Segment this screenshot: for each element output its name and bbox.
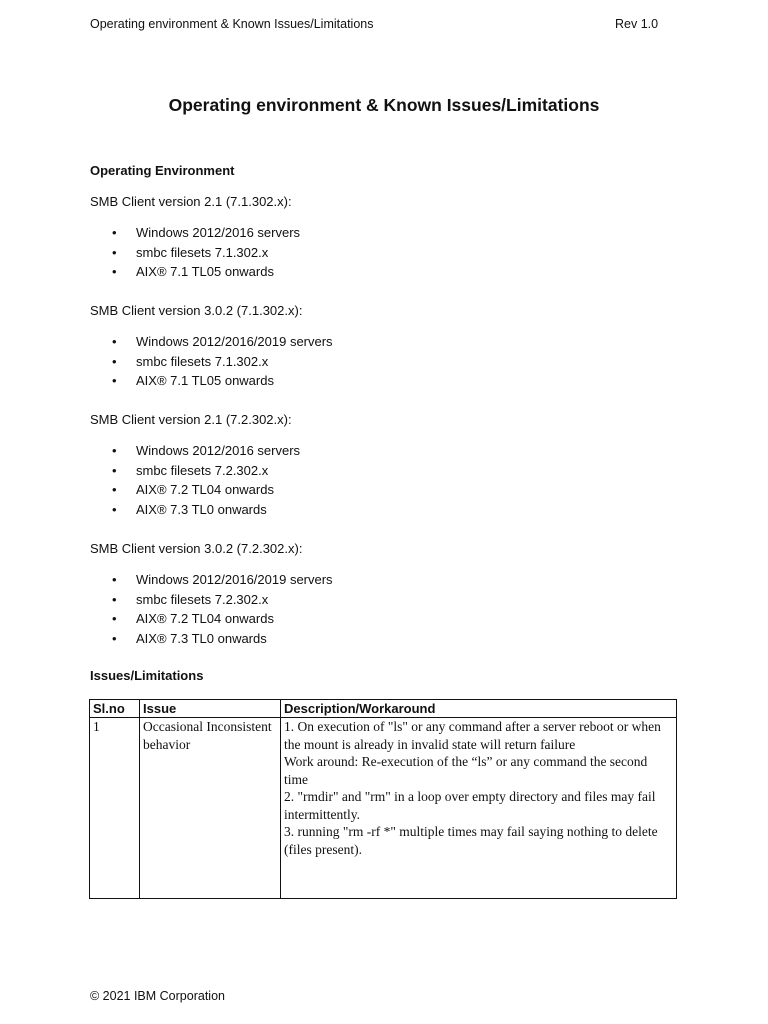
bullet-icon: • bbox=[112, 225, 117, 240]
document-title: Operating environment & Known Issues/Limitations bbox=[168, 95, 600, 115]
issues-limitations-heading: Issues/Limitations bbox=[90, 668, 204, 683]
bullet-icon: • bbox=[112, 630, 117, 646]
list-item bbox=[0, 500, 300, 520]
page-header-title: Operating environment & Known Issues/Limitations bbox=[90, 17, 374, 31]
list-item-text: Windows 2012/2016/2019 servers bbox=[136, 334, 333, 349]
list-item bbox=[0, 609, 333, 629]
list-item-text: smbc filesets 7.1.302.x bbox=[136, 244, 269, 260]
list-item bbox=[0, 461, 300, 481]
list-item bbox=[0, 223, 300, 243]
bullet-icon: • bbox=[112, 482, 117, 498]
issues-table bbox=[89, 699, 677, 899]
description-line: 2. "rmdir" and "rm" in a loop over empty directory and files may fail intermittently. bbox=[284, 789, 656, 822]
list-item-text: AIX® 7.1 TL05 onwards bbox=[136, 373, 274, 389]
column-header-slno: Sl.no bbox=[90, 700, 140, 718]
list-item bbox=[0, 590, 333, 610]
table-row bbox=[90, 718, 677, 899]
list-item-text: smbc filesets 7.1.302.x bbox=[136, 353, 269, 369]
table-header-row bbox=[90, 700, 677, 718]
list-item bbox=[0, 570, 333, 590]
description-line: 1. On execution of "ls" or any command after a server reboot or when the mount is already in invalid state will return failure bbox=[284, 719, 661, 752]
requirements-list bbox=[0, 332, 333, 391]
list-item-text: AIX® 7.3 TL0 onwards bbox=[136, 501, 267, 517]
list-item-text: AIX® 7.3 TL0 onwards bbox=[136, 630, 267, 646]
list-item bbox=[0, 243, 300, 263]
version-label: SMB Client version 2.1 (7.2.302.x): bbox=[90, 412, 292, 427]
version-label: SMB Client version 3.0.2 (7.1.302.x): bbox=[90, 303, 303, 318]
list-item-text: AIX® 7.1 TL05 onwards bbox=[136, 264, 274, 280]
bullet-icon: • bbox=[112, 462, 117, 478]
list-item bbox=[0, 352, 333, 372]
cell-slno: 1 bbox=[90, 718, 140, 899]
description-line: Work around: Re-execution of the “ls” or any command the second time bbox=[284, 754, 648, 787]
list-item bbox=[0, 441, 300, 461]
list-item bbox=[0, 629, 333, 649]
list-item bbox=[0, 480, 300, 500]
list-item-text: AIX® 7.2 TL04 onwards bbox=[136, 482, 274, 498]
bullet-icon: • bbox=[112, 572, 117, 587]
list-item-text: smbc filesets 7.2.302.x bbox=[136, 462, 269, 478]
bullet-icon: • bbox=[112, 501, 117, 517]
requirements-list bbox=[0, 441, 300, 519]
version-label: SMB Client version 3.0.2 (7.2.302.x): bbox=[90, 541, 303, 556]
description-line: 3. running "rm -rf *" multiple times may fail saying nothing to delete (files present). bbox=[284, 824, 658, 857]
cell-issue: Occasional Inconsistent behavior bbox=[140, 718, 281, 899]
column-header-issue: Issue bbox=[140, 700, 281, 718]
list-item bbox=[0, 332, 333, 352]
bullet-icon: • bbox=[112, 264, 117, 280]
requirements-list bbox=[0, 570, 333, 648]
bullet-icon: • bbox=[112, 443, 117, 458]
bullet-icon: • bbox=[112, 373, 117, 389]
requirements-list bbox=[0, 223, 300, 282]
list-item-text: Windows 2012/2016 servers bbox=[136, 443, 301, 458]
list-item-text: AIX® 7.2 TL04 onwards bbox=[136, 611, 274, 627]
column-header-description: Description/Workaround bbox=[281, 700, 677, 718]
bullet-icon: • bbox=[112, 244, 117, 260]
list-item bbox=[0, 262, 300, 282]
list-item-text: Windows 2012/2016/2019 servers bbox=[136, 572, 333, 587]
page-header-revision: Rev 1.0 bbox=[615, 17, 659, 31]
bullet-icon: • bbox=[112, 611, 117, 627]
operating-environment-heading: Operating Environment bbox=[90, 163, 235, 178]
page-footer-copyright: © 2021 IBM Corporation bbox=[90, 989, 225, 1003]
list-item bbox=[0, 371, 333, 391]
cell-description bbox=[281, 718, 677, 899]
list-item-text: smbc filesets 7.2.302.x bbox=[136, 591, 269, 607]
version-label: SMB Client version 2.1 (7.1.302.x): bbox=[90, 194, 292, 209]
bullet-icon: • bbox=[112, 334, 117, 349]
bullet-icon: • bbox=[112, 353, 117, 369]
bullet-icon: • bbox=[112, 591, 117, 607]
list-item-text: Windows 2012/2016 servers bbox=[136, 225, 301, 240]
